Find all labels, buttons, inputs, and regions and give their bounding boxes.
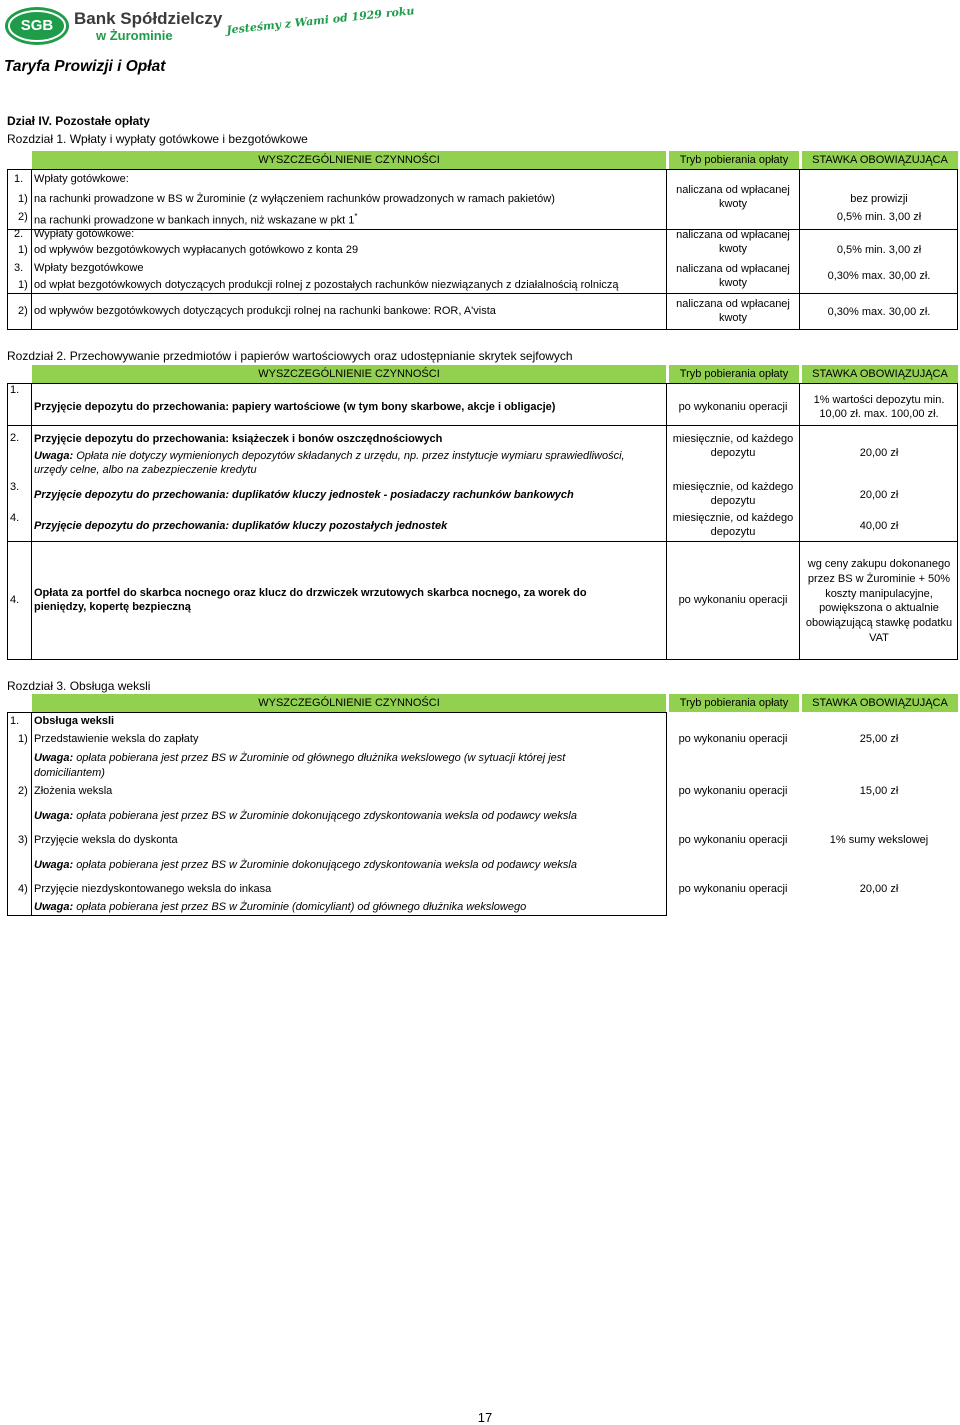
r3-g-num: 1. [10,715,20,727]
col-header-mode: Tryb pobierania opłaty [669,694,799,712]
g1-i2-num: 2) [18,211,28,223]
g1-i1-text: na rachunki prowadzone w BS w Żurominie (z wyłączeniem rachunków prowadzonych w ramach pakietów) [34,193,555,205]
r3-g-title: Obsługa weksli [34,715,115,727]
g2-title: Wypłaty gotówkowe: [34,228,135,240]
r2-i5-num: 4. [10,594,20,606]
g1-i2-text: na rachunki prowadzone w bankach innych, niż wskazane w pkt 1* [34,212,358,227]
g2-mode-1: naliczana od wpłacanej [676,229,790,241]
r3-d-mode: po wykonaniu operacji [678,883,788,895]
r2-i1-rate-2: 10,00 zł. max. 100,00 zł. [819,408,939,420]
r3-c-note: Uwaga: opłata pobierana jest przez BS w Żurominie dokonującego zdyskontowania weksla od podawcy weksla [34,859,577,871]
g3-i2-text: od wpływów bezgotówkowych dotyczących produkcji rolnej na rachunki bankowe: ROR, A'vista [34,305,496,317]
r2-i1-text: Przyjęcie depozytu do przechowania: papiery wartościowe (w tym bony skarbowe, akcje i obligacje) [34,401,556,413]
chapter-1-title: Rozdział 1. Wpłaty i wypłaty gotówkowe i bezgotówkowe [7,132,308,146]
page-number: 17 [477,1410,493,1425]
g3-i1-num: 1) [18,279,28,291]
r3-c-num: 3) [18,834,28,846]
bank-location: w Żurominie [96,28,173,43]
g2-num: 2. [14,228,24,240]
g3-i1-mode-2: kwoty [718,277,748,289]
g3-i1-text: od wpłat bezgotówkowych dotyczących produkcji rolnej z pozostałych rachunków niezwiązanych z działalnością rolniczą [34,279,619,291]
r2-i3-mode-1: miesięcznie, od każdego [672,481,794,493]
r2-i2-mode-2: depozytu [710,447,756,459]
g2-mode-2: kwoty [718,243,748,255]
r3-a-text: Przedstawienie weksla do zapłaty [34,733,199,745]
r2-i5-rate-2: przez BS w Żurominie + 50% [807,573,951,585]
r2-i4-num: 4. [10,512,20,524]
chapter-3-title: Rozdział 3. Obsługa weksli [7,679,151,693]
r3-d-rate: 20,00 zł [859,883,899,895]
r2-i5-rate-4: powiększona o aktualnie [819,602,939,614]
chapter-2-title: Rozdział 2. Przechowywanie przedmiotów i papierów wartościowych oraz udostępnianie skrytek sejfowych [7,349,573,363]
r3-b-text: Złożenia weksla [34,785,113,797]
r3-d-text: Przyjęcie niezdyskontowanego weksla do inkasa [34,883,272,895]
r2-i4-rate: 40,00 zł [859,520,899,532]
col-header-rate: STAWKA OBOWIĄZUJĄCA [802,694,958,712]
r3-c-text: Przyjęcie weksla do dyskonta [34,834,178,846]
g3-i2-rate: 0,30% max. 30,00 zł. [827,306,931,318]
r3-a-mode: po wykonaniu operacji [678,733,788,745]
g2-i1-num: 1) [18,244,28,256]
col-header-rate: STAWKA OBOWIĄZUJĄCA [802,151,958,169]
g3-i2-mode-1: naliczana od wpłacanej [676,298,790,310]
r3-a-note: Uwaga: opłata pobierana jest przez BS w Żurominie od głównego dłużnika wekslowego (w sytuacji której jest [34,752,566,764]
r2-i1-rate-1: 1% wartości depozytu min. [813,394,945,406]
r3-a-note-cont: domiciliantem) [34,767,105,779]
section-title: Dział IV. Pozostałe opłaty [7,114,150,128]
r2-i5-rate-5: obowiązującą stawkę podatku [805,617,953,629]
r2-i1-num: 1. [10,384,20,396]
r2-i2-mode-1: miesięcznie, od każdego [672,433,794,445]
col-header-activity: WYSZCZEGÓLNIENIE CZYNNOŚCI [32,365,666,383]
r3-d-note: Uwaga: opłata pobierana jest przez BS w Żurominie (domicyliant) od głównego dłużnika wekslowego [34,901,527,913]
r2-i4-text: Przyjęcie depozytu do przechowania: duplikatów kluczy pozostałych jednostek [34,520,448,532]
g3-i1-rate: 0,30% max. 30,00 zł. [827,270,931,282]
r3-a-rate: 25,00 zł [859,733,899,745]
footnote-mark: * [354,212,358,221]
doc-title: Taryfa Prowizji i Opłat [4,58,166,75]
logo-sgb-text: SGB [20,17,54,34]
g1-num: 1. [14,173,24,185]
r3-b-note: Uwaga: opłata pobierana jest przez BS w Żurominie dokonującego zdyskontowania weksla od podawcy weksla [34,810,577,822]
r2-i2-rate: 20,00 zł [859,447,899,459]
col-header-mode: Tryb pobierania opłaty [669,151,799,169]
g2-rate: 0,5% min. 3,00 zł [836,244,922,256]
r3-a-num: 1) [18,733,28,745]
g2-i1-text: od wpływów bezgotówkowych wypłacanych gotówkowo z konta 29 [34,244,359,256]
g3-i2-mode-2: kwoty [718,312,748,324]
r2-i5-rate-1: wg ceny zakupu dokonanego [807,558,951,570]
g1-title: Wpłaty gotówkowe: [34,173,129,185]
r2-i1-mode: po wykonaniu operacji [678,401,788,413]
col-header-mode: Tryb pobierania opłaty [669,365,799,383]
r2-i3-text: Przyjęcie depozytu do przechowania: duplikatów kluczy jednostek - posiadaczy rachunków bankowych [34,489,574,501]
r2-i5-rate-3: koszty manipulacyjne, [825,588,933,600]
r2-i5-mode: po wykonaniu operacji [678,594,788,606]
r2-i5-text-2: pieniędzy, kopertę bezpieczną [34,601,191,613]
r3-c-mode: po wykonaniu operacji [678,834,788,846]
g1-rate-1: bez prowizji [850,193,908,205]
r2-i4-mode-1: miesięcznie, od każdego [672,512,794,524]
r2-i2-text: Przyjęcie depozytu do przechowania: książeczek i bonów oszczędnościowych [34,433,443,445]
r3-b-rate: 15,00 zł [859,785,899,797]
g1-rate-2: 0,5% min. 3,00 zł [836,211,922,223]
g3-i2-num: 2) [18,305,28,317]
r2-i2-note: Uwaga: Opłata nie dotyczy wymienionych depozytów składanych z urzędu, np. przez instytucje wymiaru sprawiedliwości, [34,450,625,462]
g1-mode-2: kwoty [718,198,748,210]
g3-i1-mode-1: naliczana od wpłacanej [676,263,790,275]
bank-logo [4,4,416,46]
r2-i5-rate-6: VAT [869,632,889,644]
r3-c-rate: 1% sumy wekslowej [829,834,929,846]
bank-name: Bank Spółdzielczy [74,9,223,28]
r3-b-num: 2) [18,785,28,797]
g1-mode-1: naliczana od wpłacanej [676,184,790,196]
r3-d-num: 4) [18,883,28,895]
r2-i2-note-cont: urzędy celne, albo na zabezpieczenie kredytu [34,464,257,476]
r2-i3-num: 3. [10,481,20,493]
r2-i4-mode-2: depozytu [710,526,756,538]
g3-title: Wpłaty bezgotówkowe [34,262,144,274]
col-header-rate: STAWKA OBOWIĄZUJĄCA [802,365,958,383]
col-header-activity: WYSZCZEGÓLNIENIE CZYNNOŚCI [32,694,666,712]
r2-i3-rate: 20,00 zł [859,489,899,501]
r3-b-mode: po wykonaniu operacji [678,785,788,797]
r2-i5-text-1: Opłata za portfel do skarbca nocnego oraz klucz do drzwiczek wrzutowych skarbca nocnego, za worek do [34,587,587,599]
r2-i2-num: 2. [10,432,20,444]
g1-i1-num: 1) [18,193,28,205]
bank-slogan: Jesteśmy z Wami od 1929 roku [225,4,416,37]
g3-num: 3. [14,262,24,274]
r2-i3-mode-2: depozytu [710,495,756,507]
col-header-activity: WYSZCZEGÓLNIENIE CZYNNOŚCI [32,151,666,169]
